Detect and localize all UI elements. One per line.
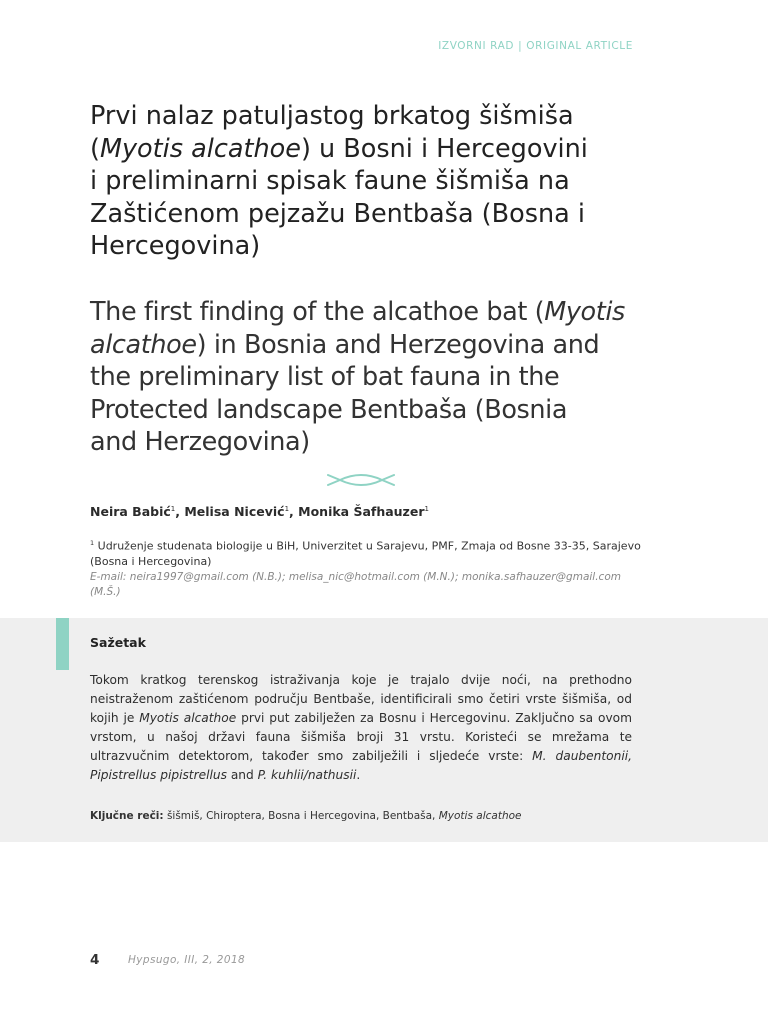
abstract-species: M. daubentonii, Pipistrellus pipistrellus <box>90 748 632 782</box>
title-bs-line-4: Zaštićenom pejzažu Bentbaša (Bosna i <box>90 198 585 229</box>
article-type-bs: IZVORNI RAD <box>438 40 515 52</box>
contact-emails: E-mail: neira1997@gmail.com (N.B.); melisa_nic@hotmail.com (M.N.); monika.safhauzer@gmail.com (M.Š.) <box>90 571 621 598</box>
keywords-label: Ključne reči: <box>90 810 164 822</box>
abstract-text <box>90 671 632 784</box>
double-chevron-ornament-icon <box>327 472 395 488</box>
abstract-text-part: and <box>226 767 258 782</box>
author-affiliation-mark: 1 <box>170 504 176 513</box>
title-en-line-4: Protected landscape Bentbaša (Bosnia <box>90 394 568 425</box>
title-en-species-part-2: alcathoe <box>90 329 197 360</box>
title-bosnian <box>90 100 650 263</box>
author-name: Melisa Nicević <box>184 504 285 519</box>
abstract-species: Myotis alcathoe <box>139 710 237 725</box>
affiliation <box>90 536 650 569</box>
title-en-line-5: and Herzegovina) <box>90 427 310 457</box>
author-list <box>90 504 429 519</box>
abstract-accent-bar <box>56 618 69 670</box>
page-number: 4 <box>90 952 100 968</box>
title-english <box>90 296 650 459</box>
abstract-heading: Sažetak <box>90 635 146 650</box>
affiliation-text: Udruženje studenata biologije u BiH, Univerzitet u Sarajevu, PMF, Zmaja od Bosne 33-35, Sarajevo (Bosna i Hercegovina) <box>90 539 641 568</box>
abstract-text-part: prvi put zabilježen za Bosnu i Hercegovinu. Zaključno sa ovom vrstom, u našoj državi fauna šišmiša broji 31 vrstu. Koristeći se mrežama te ultrazvučnim detektorom, također smo zabilježili i sljedeće vrste: <box>90 710 632 763</box>
article-type-label <box>438 40 633 52</box>
affiliation-mark: 1 <box>90 539 95 547</box>
author-name: Neira Babić <box>90 504 171 519</box>
title-bs-line-3: i preliminarni spisak faune šišmiša na <box>90 166 570 196</box>
abstract-text-part: Tokom kratkog terenskog istraživanja koje je trajalo dvije noći, na prethodno neistraženom zaštićenom području Bentbaše, identificirali smo četiri vrste šišmiša, od kojih je <box>90 673 632 725</box>
title-en-line-2: ) in Bosnia and Herzegovina and <box>196 329 600 360</box>
article-type-separator: | <box>518 40 523 52</box>
keywords-text: šišmiš, Chiroptera, Bosna i Hercegovina, Bentbaša, <box>163 810 439 822</box>
title-bs-species: Myotis alcathoe <box>99 133 301 164</box>
author-separator: , <box>289 504 299 519</box>
abstract-text-part: . <box>356 767 361 782</box>
title-bs-line-1: Prvi nalaz patuljastog brkatog šišmiša <box>90 101 574 131</box>
title-en-species-part-1: Myotis <box>544 297 625 327</box>
keywords <box>90 810 650 822</box>
author-affiliation-mark: 1 <box>424 504 429 513</box>
author-affiliation-mark: 1 <box>284 504 290 513</box>
title-bs-line-2: ) u Bosni i Hercegovini <box>300 133 588 164</box>
author-separator: , <box>175 504 185 519</box>
title-en-line-1: The first finding of the alcathoe bat ( <box>90 297 545 327</box>
journal-reference: Hypsugo, III, 2, 2018 <box>128 954 246 966</box>
abstract-species: P. kuhlii/nathusii <box>257 767 357 782</box>
author-name: Monika Šafhauzer <box>298 504 425 519</box>
title-bs-open-paren: ( <box>90 133 100 164</box>
keywords-species: Myotis alcathoe <box>438 810 522 822</box>
title-en-line-3: the preliminary list of bat fauna in the <box>90 362 560 392</box>
article-type-en: ORIGINAL ARTICLE <box>526 40 633 52</box>
title-bs-line-5: Hercegovina) <box>90 231 261 261</box>
